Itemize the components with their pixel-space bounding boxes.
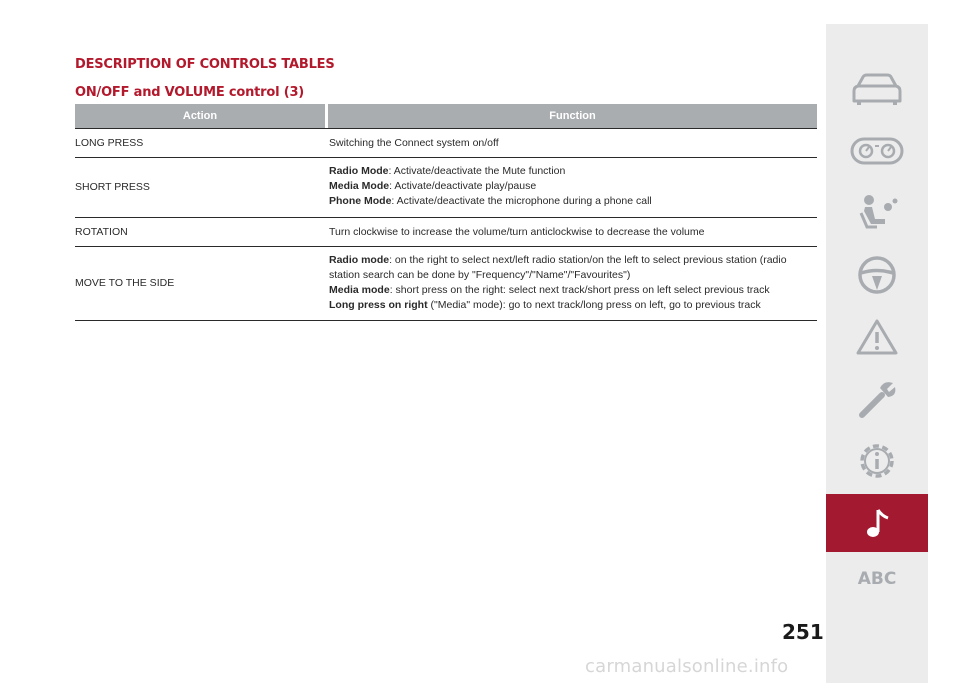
table-row	[75, 157, 817, 217]
page-number: 251	[782, 620, 824, 644]
dashboard-gauges-icon	[849, 136, 905, 166]
car-icon	[850, 72, 904, 106]
section-title: DESCRIPTION OF CONTROLS TABLES	[75, 57, 335, 72]
wrench-icon	[856, 378, 898, 420]
row-action: ROTATION	[75, 225, 128, 238]
row-action: MOVE TO THE SIDE	[75, 277, 175, 289]
table-row	[75, 217, 817, 246]
warning-triangle-icon	[855, 318, 899, 356]
controls-table	[75, 104, 817, 321]
row-action: SHORT PRESS	[75, 181, 150, 193]
header-function: Function	[328, 104, 817, 128]
row-function: Turn clockwise to increase the volume/turn anticlockwise to decrease the volume	[329, 225, 705, 238]
table-row	[75, 246, 817, 321]
sidebar-item-vehicle[interactable]	[826, 60, 928, 118]
technical-info-gear-icon	[856, 440, 898, 482]
row-action: LONG PRESS	[75, 136, 144, 149]
airbag-seat-icon	[855, 193, 899, 233]
sidebar-item-starting-driving[interactable]	[826, 246, 928, 304]
row-function: Radio Mode: Activate/deactivate the Mute function Media Mode: Activate/deactivate play/pause Phone Mode: Activate/deactivate the microphone during a phone call	[329, 165, 652, 207]
sidebar-item-technical-data[interactable]	[826, 432, 928, 490]
sidebar-item-index[interactable]: ABC	[857, 569, 897, 589]
subsection-title: ON/OFF and VOLUME control (3)	[75, 85, 305, 100]
chapter-sidebar	[826, 24, 928, 683]
sidebar-item-emergency[interactable]	[826, 308, 928, 366]
music-note-icon	[862, 506, 892, 540]
steering-wheel-icon	[856, 254, 898, 296]
sidebar-item-servicing[interactable]	[826, 370, 928, 428]
row-function: Radio mode: on the right to select next/left radio station/on the left to select previous station (radio station search can be done by "Frequency"/"Name"/"Favourites") Media mode: short press on the right: select next track/short press on left select previous track Long press on right ("Media" mode): go to next track/long press on left, go to previous track	[329, 254, 787, 311]
row-function: Switching the Connect system on/off	[329, 136, 499, 149]
sidebar-item-multimedia[interactable]	[826, 494, 928, 552]
sidebar-item-dashboard[interactable]	[826, 122, 928, 180]
table-header	[75, 104, 817, 128]
watermark: carmanualsonline.info	[585, 656, 789, 677]
table-row	[75, 128, 817, 157]
header-action: Action	[75, 104, 325, 128]
sidebar-item-safety[interactable]	[826, 184, 928, 242]
